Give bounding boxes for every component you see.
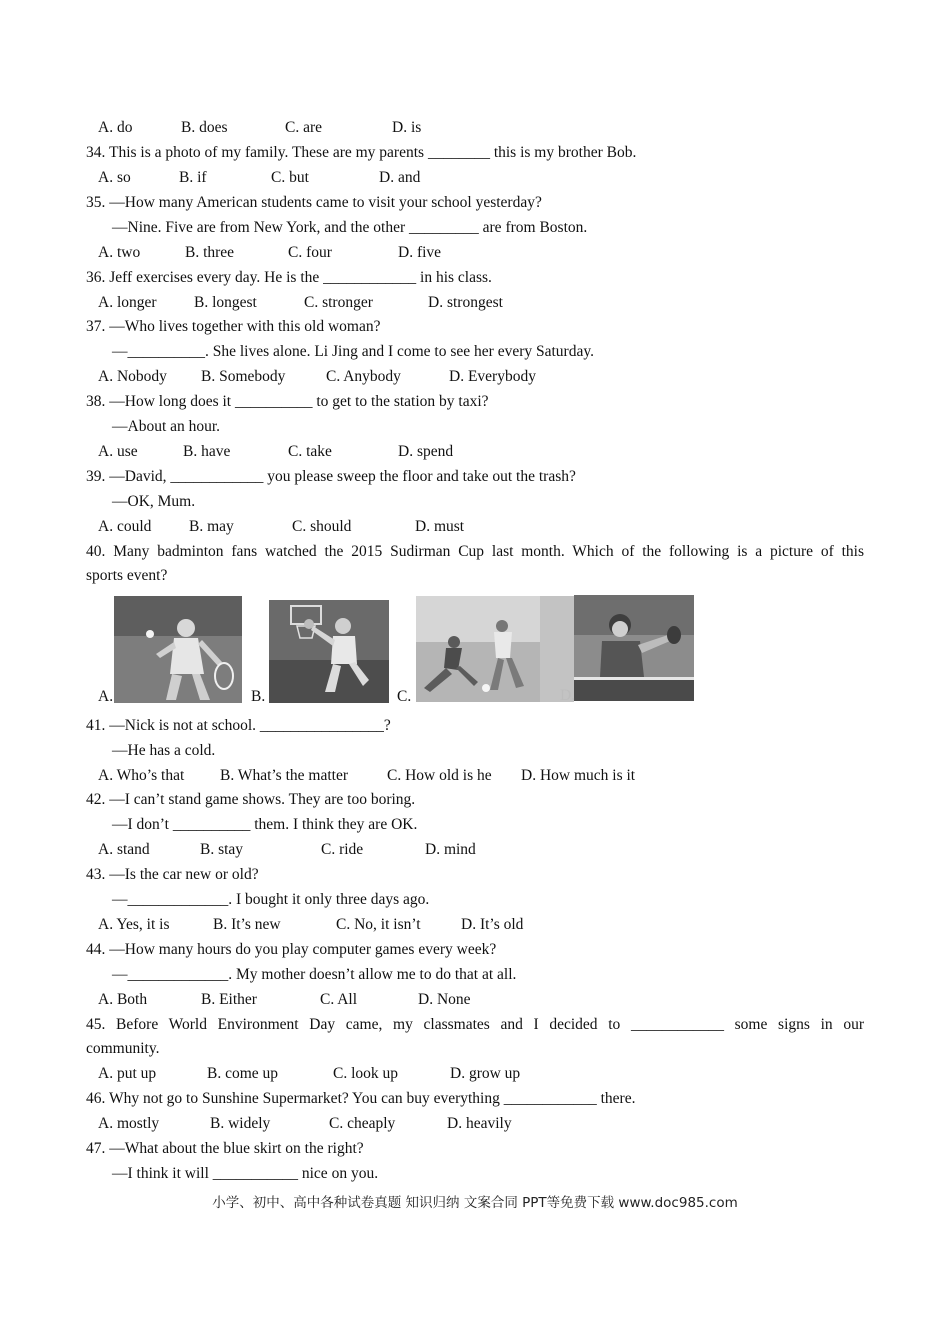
- q42-reply: —I don’t __________ them. I think they are OK.: [112, 816, 418, 833]
- option-a: A. longer: [98, 294, 157, 311]
- option-b: B. may: [189, 518, 234, 535]
- option-a: A. Yes, it is: [98, 916, 170, 933]
- q41-options: [98, 766, 858, 786]
- option-c: C. cheaply: [329, 1115, 396, 1132]
- option-c: C. ride: [321, 841, 364, 858]
- q35-question: 35. —How many American students came to visit your school yesterday?: [86, 194, 542, 211]
- q41-question: 41. —Nick is not at school. ________________?: [86, 717, 391, 734]
- q37-options: [98, 367, 858, 387]
- option-d: D. None: [418, 991, 471, 1008]
- q43-options: [98, 915, 858, 935]
- football-players-icon: [416, 596, 540, 702]
- q45-question-line-1: 45. Before World Environment Day came, my classmates and I decided to ____________ some signs in our: [86, 1016, 864, 1033]
- option-c: C. How old is he: [387, 767, 492, 784]
- image-label-d: D.: [560, 687, 576, 704]
- q39-reply: —OK, Mum.: [112, 493, 196, 510]
- option-d: D. five: [398, 244, 442, 261]
- option-d: D. grow up: [450, 1065, 521, 1082]
- option-d: D. and: [379, 169, 421, 186]
- option-d: D. must: [415, 518, 465, 535]
- option-a: A. do: [98, 119, 133, 136]
- option-b: B. widely: [210, 1115, 271, 1132]
- image-label-b: B.: [251, 688, 266, 705]
- q35-reply: —Nine. Five are from New York, and the other _________ are from Boston.: [112, 219, 588, 236]
- option-a: A. Who’s that: [98, 767, 185, 784]
- option-c: C. All: [320, 991, 358, 1008]
- q40-question-line-2: sports event?: [86, 567, 168, 584]
- option-a: A. Both: [98, 991, 148, 1008]
- q38-options: [98, 442, 858, 462]
- q36-question: 36. Jeff exercises every day. He is the ____________ in his class.: [86, 269, 492, 286]
- option-d: D. mind: [425, 841, 476, 858]
- option-b: B. three: [185, 244, 235, 261]
- q45-question-line-2: community.: [86, 1040, 160, 1057]
- q38-reply: —About an hour.: [112, 418, 221, 435]
- q35-options: [98, 243, 858, 263]
- option-b: B. does: [181, 119, 228, 136]
- option-c: C. should: [292, 518, 352, 535]
- q46-question: 46. Why not go to Sunshine Supermarket? You can buy everything ____________ there.: [86, 1090, 636, 1107]
- q45-options: [98, 1064, 858, 1084]
- football-match-photo: [416, 596, 540, 702]
- option-c: C. four: [288, 244, 332, 261]
- basketball-player-icon: [269, 600, 389, 703]
- option-a: A. so: [98, 169, 131, 186]
- option-c: C. No, it isn’t: [336, 916, 421, 933]
- option-c: C. but: [271, 169, 309, 186]
- q37-reply: —__________. She lives alone. Li Jing and I come to see her every Saturday.: [112, 343, 594, 360]
- q37-question: 37. —Who lives together with this old woman?: [86, 318, 381, 335]
- option-a: A. stand: [98, 841, 150, 858]
- basketball-player-photo: [269, 600, 389, 703]
- option-b: B. stay: [200, 841, 244, 858]
- footer-banner: 小学、初中、高中各种试卷真题 知识归纳 文案合同 PPT等免费下载 www.doc985.com: [212, 1195, 738, 1211]
- option-d: D. heavily: [447, 1115, 512, 1132]
- q34-question: 34. This is a photo of my family. These are my parents ________ this is my brother Bob.: [86, 144, 637, 161]
- q44-options: [98, 990, 858, 1010]
- option-b: B. Either: [201, 991, 257, 1008]
- option-c: C. look up: [333, 1065, 399, 1082]
- table-tennis-player-photo: [560, 595, 694, 704]
- badminton-player-photo: [114, 596, 242, 703]
- q34-options: [98, 168, 858, 188]
- option-b: B. if: [179, 169, 207, 186]
- q44-question: 44. —How many hours do you play computer games every week?: [86, 941, 497, 958]
- option-a: A. two: [98, 244, 141, 261]
- q43-reply: —_____________. I bought it only three days ago.: [112, 891, 430, 908]
- option-a: A. put up: [98, 1065, 157, 1082]
- q46-options: [98, 1114, 858, 1134]
- option-b: B. What’s the matter: [220, 767, 348, 784]
- option-c: C. take: [288, 443, 332, 460]
- option-b: B. longest: [194, 294, 257, 311]
- q43-question: 43. —Is the car new or old?: [86, 866, 259, 883]
- option-a: A. mostly: [98, 1115, 160, 1132]
- option-d: D. spend: [398, 443, 454, 460]
- option-d: D. strongest: [428, 294, 503, 311]
- q33-options: [98, 118, 858, 138]
- q47-reply: —I think it will ___________ nice on you.: [112, 1165, 379, 1182]
- option-a: A. could: [98, 518, 152, 535]
- q39-options: [98, 517, 858, 537]
- q42-options: [98, 840, 858, 860]
- option-c: C. stronger: [304, 294, 373, 311]
- option-b: B. have: [183, 443, 231, 460]
- q40-question-line-1: 40. Many badminton fans watched the 2015 Sudirman Cup last month. Which of the following is a picture of this: [86, 543, 864, 560]
- option-d: D. is: [392, 119, 422, 136]
- q42-question: 42. —I can’t stand game shows. They are too boring.: [86, 791, 416, 808]
- q41-reply: —He has a cold.: [112, 742, 216, 759]
- q44-reply: —_____________. My mother doesn’t allow me to do that at all.: [112, 966, 517, 983]
- badminton-player-icon: [114, 596, 242, 703]
- option-b: B. Somebody: [201, 368, 286, 385]
- q36-options: [98, 293, 858, 313]
- option-b: B. come up: [207, 1065, 279, 1082]
- option-a: A. use: [98, 443, 138, 460]
- table-tennis-player-icon: [574, 595, 694, 701]
- image-label-c: C.: [397, 688, 412, 705]
- image-label-a: A.: [98, 688, 114, 705]
- q38-question: 38. —How long does it __________ to get to the station by taxi?: [86, 393, 489, 410]
- q47-question: 47. —What about the blue skirt on the right?: [86, 1140, 364, 1157]
- option-b: B. It’s new: [213, 916, 281, 933]
- option-d: D. Everybody: [449, 368, 536, 385]
- option-a: A. Nobody: [98, 368, 167, 385]
- option-c: C. Anybody: [326, 368, 401, 385]
- q39-question: 39. —David, ____________ you please sweep the floor and take out the trash?: [86, 468, 576, 485]
- option-d: D. It’s old: [461, 916, 524, 933]
- option-d: D. How much is it: [521, 767, 636, 784]
- option-c: C. are: [285, 119, 323, 136]
